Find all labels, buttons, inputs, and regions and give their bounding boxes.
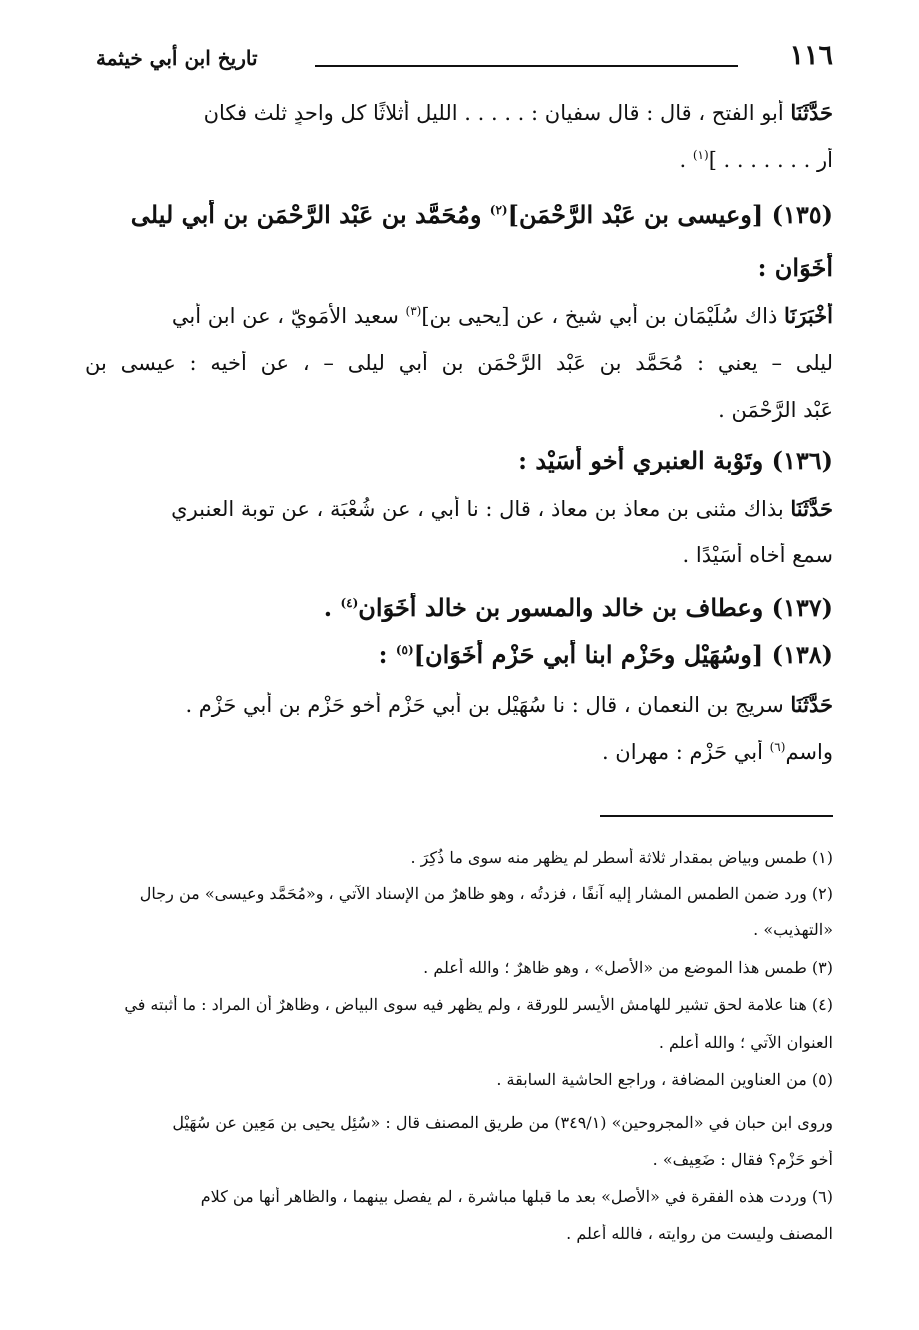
footnote-line: (٥) من العناوين المضافة ، وراجع الحاشية السابقة . bbox=[496, 1070, 833, 1089]
lead-word: حَدَّثَنَا bbox=[790, 496, 833, 521]
text-line bbox=[85, 100, 833, 125]
lead-word: حَدَّثَنَا bbox=[790, 692, 833, 717]
lead-word: أَخْبَرَنَا bbox=[784, 303, 833, 328]
line-text: واسم bbox=[785, 740, 833, 764]
text-line bbox=[85, 740, 833, 764]
line-text: (١٣٥) [وعيسى بن عَبْد الرَّحْمَن] bbox=[507, 200, 833, 229]
footnote-line: العنوان الآتي ؛ والله أعلم . bbox=[658, 1033, 833, 1052]
footnote-separator bbox=[600, 815, 833, 817]
line-text: ليلى – يعني : مُحَمَّد بن عَبْد الرَّحْمَن بن أبي ليلى – ، عن أخيه : عيسى بن bbox=[85, 351, 833, 375]
footnote-marker: (٥) bbox=[395, 643, 414, 657]
header-rule bbox=[315, 65, 738, 67]
page-number: ١١٦ bbox=[789, 40, 833, 71]
line-tail: . bbox=[679, 148, 693, 172]
line-tail: سعيد الأُمَوِيّ ، عن ابن أبي bbox=[171, 304, 406, 328]
footnote-marker: (١) bbox=[692, 148, 709, 162]
text-line bbox=[85, 496, 833, 521]
line-text: ذاك سُلَيْمَان بن أبي شيخ ، عن [يحيى بن] bbox=[421, 304, 785, 328]
line-text: سريج بن النعمان ، قال : نا سُهَيْل بن أبي حَزْمٍ أخو حَزْم بن أبي حَزْم . bbox=[185, 693, 791, 717]
line-text: (١٣٨) [وسُهَيْل وحَزْم ابنا أبي حَزْم أَخَوَان] bbox=[413, 640, 833, 669]
footnote-line: (٤) هنا علامة لحق تشير للهامش الأيسر للورقة ، ولم يظهر فيه سوى البياض ، وظاهرٌ أن المراد : ما أثبته في bbox=[124, 995, 833, 1014]
footnote-marker: (٣) bbox=[405, 304, 422, 318]
text-line bbox=[85, 253, 833, 282]
text-line bbox=[85, 398, 833, 422]
line-text: عَبْد الرَّحْمَن . bbox=[718, 398, 833, 422]
lead-word: حَدَّثَنَا bbox=[790, 100, 833, 125]
footnote-line: (٣) طمس هذا الموضع من «الأصل» ، وهو ظاهرٌ ؛ والله أعلم . bbox=[423, 958, 833, 977]
footnote-line: (٢) ورد ضمن الطمس المشار إليه آنفًا ، فزدتُه ، وهو ظاهرٌ من الإسناد الآتي ، و«مُحَمَّد وعيسى» من رجال bbox=[139, 884, 833, 903]
line-text: بذاك مثنى بن معاذ بن معاذ ، قال : نا أبي ، عن شُعْبَة ، عن توبة العنبري bbox=[171, 497, 791, 521]
text-line bbox=[85, 640, 833, 669]
line-text: (١٣٧) وعطاف بن خالد والمسور بن خالد أَخَوَان bbox=[358, 593, 833, 622]
line-tail: ومُحَمَّد بن عَبْد الرَّحْمَن بن أبي ليلى bbox=[130, 200, 490, 229]
footnote-marker: (٤) bbox=[340, 596, 359, 610]
footnote-line: «التهذيب» . bbox=[753, 920, 833, 939]
text-line bbox=[85, 200, 833, 229]
line-text: (١٣٦) وتَوْبة العنبري أخو أُسَيْد : bbox=[518, 446, 833, 475]
footnote-line: وروى ابن حبان في «المجروحين» (٣٤٩/١) من طريق المصنف قال : «سُئِل يحيى بن مَعِين عن سُهَيْل bbox=[172, 1113, 833, 1132]
footnote-line: (٦) وردت هذه الفقرة في «الأصل» بعد ما قبلها مباشرة ، لم يفصل بينهما ، والظاهر أنها من كلام bbox=[200, 1187, 833, 1206]
footnote-line: (١) طمس وبياض بمقدار ثلاثة أسطر لم يظهر منه سوى ما ذُكِرَ . bbox=[410, 848, 833, 867]
line-tail: أبي حَزْم : مهران . bbox=[601, 740, 770, 764]
line-tail: : bbox=[378, 640, 396, 669]
text-line bbox=[85, 148, 833, 172]
footnote-marker: (٦) bbox=[769, 740, 786, 754]
footnote-line: المصنف وليست من روايته ، فالله أعلم . bbox=[566, 1224, 833, 1243]
line-tail: . bbox=[323, 593, 341, 622]
text-line bbox=[85, 351, 833, 375]
text-line bbox=[85, 543, 833, 567]
line-text: أبو الفتح ، قال : قال سفيان : . . . . . الليل أثلاثًا كل واحدٍ ثلث فكان bbox=[203, 101, 791, 125]
footnote-marker: (٢) bbox=[489, 203, 508, 217]
book-title: تاريخ ابن أبي خيثمة bbox=[96, 46, 258, 70]
line-text: أَخَوَان : bbox=[757, 253, 833, 282]
line-text: أر . . . . . . . ] bbox=[708, 148, 833, 172]
line-text: سمع أخاه أُسَيْدًا . bbox=[682, 543, 833, 567]
text-line bbox=[85, 593, 833, 622]
footnote-line: أخو حَزْم؟ فقال : ضَعِيف» . bbox=[652, 1150, 833, 1169]
text-line bbox=[85, 446, 833, 475]
text-line bbox=[85, 303, 833, 328]
text-line bbox=[85, 692, 833, 717]
